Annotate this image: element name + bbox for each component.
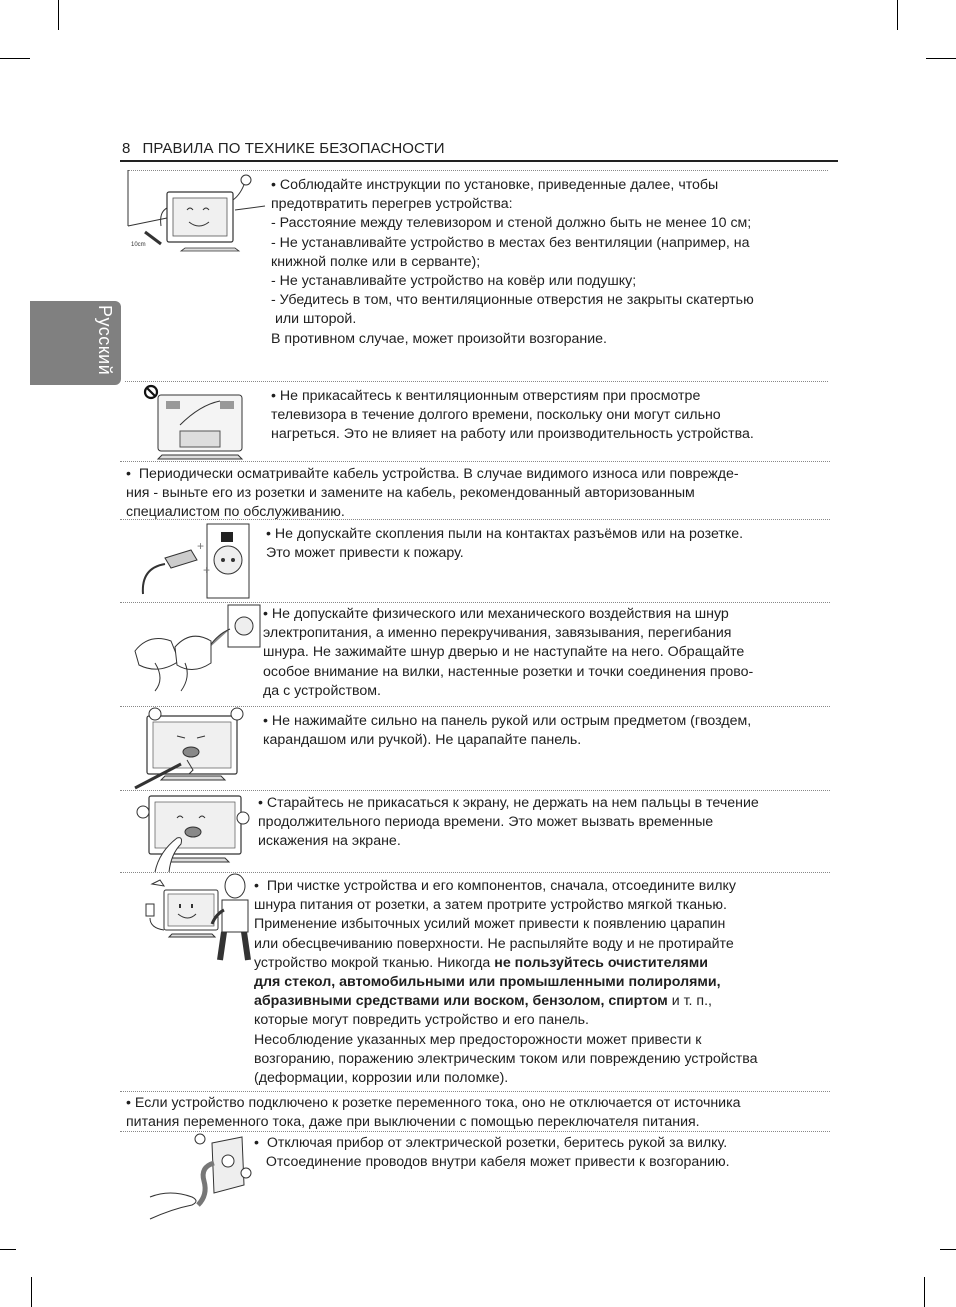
vent-heat-warning bbox=[271, 387, 754, 445]
text-line: - Не устанавливайте устройство на ковёр или подушку; bbox=[271, 273, 637, 290]
text-line: электропитания, а именно перекручивания, завязывания, перегибания bbox=[263, 625, 732, 642]
crop-mark bbox=[924, 1277, 925, 1307]
text-line: • Не нажимайте сильно на панель рукой или острым предметом (гвоздем, bbox=[263, 713, 752, 729]
text-line: • При чистке устройства и его компонентов, сначала, отсоедините вилку bbox=[254, 878, 737, 894]
screen-touch-warning bbox=[258, 794, 759, 852]
crop-mark bbox=[58, 0, 59, 30]
cord-damage-illustration bbox=[125, 603, 265, 691]
text-line: шнура питания от розетки, а затем протрите устройство мягкой тканью. bbox=[254, 897, 727, 914]
unplug-illustration bbox=[140, 1133, 255, 1215]
text-line: ния - выньте его из розетки и замените на кабель, рекомендованный авторизованным bbox=[126, 485, 695, 502]
cord-hands-icon bbox=[125, 603, 265, 691]
cleaning-instructions bbox=[254, 877, 758, 1088]
text-line bbox=[254, 954, 758, 973]
divider bbox=[120, 790, 830, 791]
crop-mark bbox=[940, 1249, 956, 1250]
text-line: предотвратить перегрев устройства: bbox=[271, 196, 513, 213]
dust-warning bbox=[266, 525, 743, 563]
text-line: искажения на экране. bbox=[258, 833, 401, 850]
touched-tv-icon bbox=[135, 792, 250, 872]
ventilation-instructions bbox=[271, 176, 754, 349]
text-line: или шторой. bbox=[271, 311, 357, 328]
text-line: телевизора в течение долгого времени, поскольку они могут сильно bbox=[271, 407, 721, 424]
text-line: • Не допускайте физического или механического воздействия на шнур bbox=[263, 606, 729, 622]
text-line bbox=[254, 992, 758, 1011]
text-line: - Убедитесь в том, что вентиляционные отверстия не закрыты скатертью bbox=[271, 292, 754, 309]
text-line bbox=[254, 973, 758, 992]
text-line: - Не устанавливайте устройство в местах без вентиляции (например, на bbox=[271, 234, 750, 251]
text-line: • Старайтесь не прикасаться к экрану, не держать на нем пальцы в течение bbox=[258, 795, 759, 811]
bold-warning: для стекол, автомобильными или промышленными полиролями, bbox=[254, 974, 721, 991]
text-span: устройство мокрой тканью. Никогда bbox=[254, 954, 495, 971]
text-line: питания переменного тока, даже при выключении с помощью переключателя питания. bbox=[126, 1114, 700, 1131]
cord-damage-warning bbox=[263, 605, 753, 701]
tv-wall-distance-icon bbox=[125, 170, 265, 265]
scratched-tv-icon bbox=[125, 708, 255, 790]
svg-text:+: + bbox=[197, 539, 205, 553]
text-line: карандашом или ручкой). Не царапайте панель. bbox=[263, 732, 582, 749]
cleaning-illustration bbox=[140, 874, 252, 962]
text-line: • Не допускайте скопления пыли на контактах разъёмов или на розетке. bbox=[266, 526, 744, 542]
text-line: Отсоединение проводов внутри кабеля может привести к возгоранию. bbox=[254, 1154, 730, 1171]
text-line: возгоранию, поражению электрическим током или повреждению устройства bbox=[254, 1050, 758, 1067]
text-line: - Расстояние между телевизором и стеной должно быть не менее 10 см; bbox=[271, 215, 752, 232]
unplug-instructions bbox=[254, 1134, 730, 1172]
text-line: • Если устройство подключено к розетке переменного тока, оно не отключается от источника bbox=[126, 1095, 741, 1111]
svg-text:10cm: 10cm bbox=[131, 242, 146, 248]
text-line: Применение избыточных усилий может привести к появлению царапин bbox=[254, 916, 726, 933]
man-cleaning-tv-icon bbox=[140, 874, 252, 962]
crop-mark bbox=[897, 0, 898, 30]
plug-dust-illustration bbox=[135, 520, 255, 602]
text-line: • Периодически осматривайте кабель устройства. В случае видимого износа или поврежде- bbox=[126, 466, 739, 482]
text-line: В противном случае, может произойти возгорание. bbox=[271, 330, 607, 347]
divider bbox=[120, 872, 830, 873]
text-line: продолжительного периода времени. Это может вызвать временные bbox=[258, 814, 714, 831]
divider bbox=[120, 1091, 830, 1092]
text-line: книжной полке или в серванте); bbox=[271, 253, 481, 270]
text-line: • Соблюдайте инструкции по установке, приведенные далее, чтобы bbox=[271, 177, 719, 193]
text-line: • Отключая прибор от электрической розетки, беритесь рукой за вилку. bbox=[254, 1135, 728, 1151]
svg-text:+: + bbox=[203, 563, 211, 577]
text-line: Это может привести к пожару. bbox=[266, 545, 464, 562]
page-number: 8 bbox=[122, 140, 131, 157]
text-line: нагреться. Это не влияет на работу или производительность устройства. bbox=[271, 426, 754, 443]
language-tab bbox=[30, 301, 121, 385]
vent-no-touch-illustration bbox=[140, 383, 250, 463]
text-line: или обесцвечиванию поверхности. Не распыляйте воду и не протирайте bbox=[254, 935, 734, 952]
page-header bbox=[122, 140, 445, 157]
text-line: (деформации, коррозии или поломке). bbox=[254, 1070, 509, 1087]
text-line: • Не прикасайтесь к вентиляционным отверстиям при просмотре bbox=[271, 388, 701, 404]
plug-socket-icon bbox=[135, 520, 255, 602]
crop-mark bbox=[926, 58, 956, 59]
header-rule bbox=[120, 160, 838, 162]
hand-unplug-icon bbox=[140, 1133, 255, 1215]
bold-warning: не пользуйтесь очистителями bbox=[494, 954, 708, 971]
divider bbox=[125, 381, 828, 382]
text-line: шнура. Не зажимайте шнур дверью и не наступайте на него. Обращайте bbox=[263, 644, 745, 661]
text-line: Несоблюдение указанных мер предосторожности может привести к bbox=[254, 1031, 702, 1048]
text-line: которые могут повредить устройство и его панель. bbox=[254, 1012, 589, 1029]
tv-wall-distance-illustration bbox=[125, 170, 265, 265]
divider bbox=[120, 706, 830, 707]
text-line: да с устройством. bbox=[263, 682, 381, 699]
panel-scratch-illustration bbox=[125, 708, 255, 790]
text-span: и т. п., bbox=[667, 993, 712, 1010]
section-title: ПРАВИЛА ПО ТЕХНИКЕ БЕЗОПАСНОСТИ bbox=[142, 140, 445, 157]
crop-mark bbox=[31, 1277, 32, 1307]
text-line: особое внимание на вилки, настенные розетки и точки соединения прово- bbox=[263, 663, 754, 680]
cable-inspection-note bbox=[126, 465, 739, 523]
bold-warning: абразивными средствами или воском, бензолом, спиртом bbox=[254, 993, 668, 1010]
panel-pressure-warning bbox=[263, 712, 751, 750]
text-line: специалистом по обслуживанию. bbox=[126, 504, 345, 521]
tv-back-icon bbox=[140, 383, 250, 463]
crop-mark bbox=[0, 58, 30, 59]
ac-power-note bbox=[126, 1094, 741, 1132]
language-tab-label: Русский bbox=[95, 305, 115, 376]
screen-touch-illustration bbox=[135, 792, 250, 872]
crop-mark bbox=[0, 1249, 16, 1250]
